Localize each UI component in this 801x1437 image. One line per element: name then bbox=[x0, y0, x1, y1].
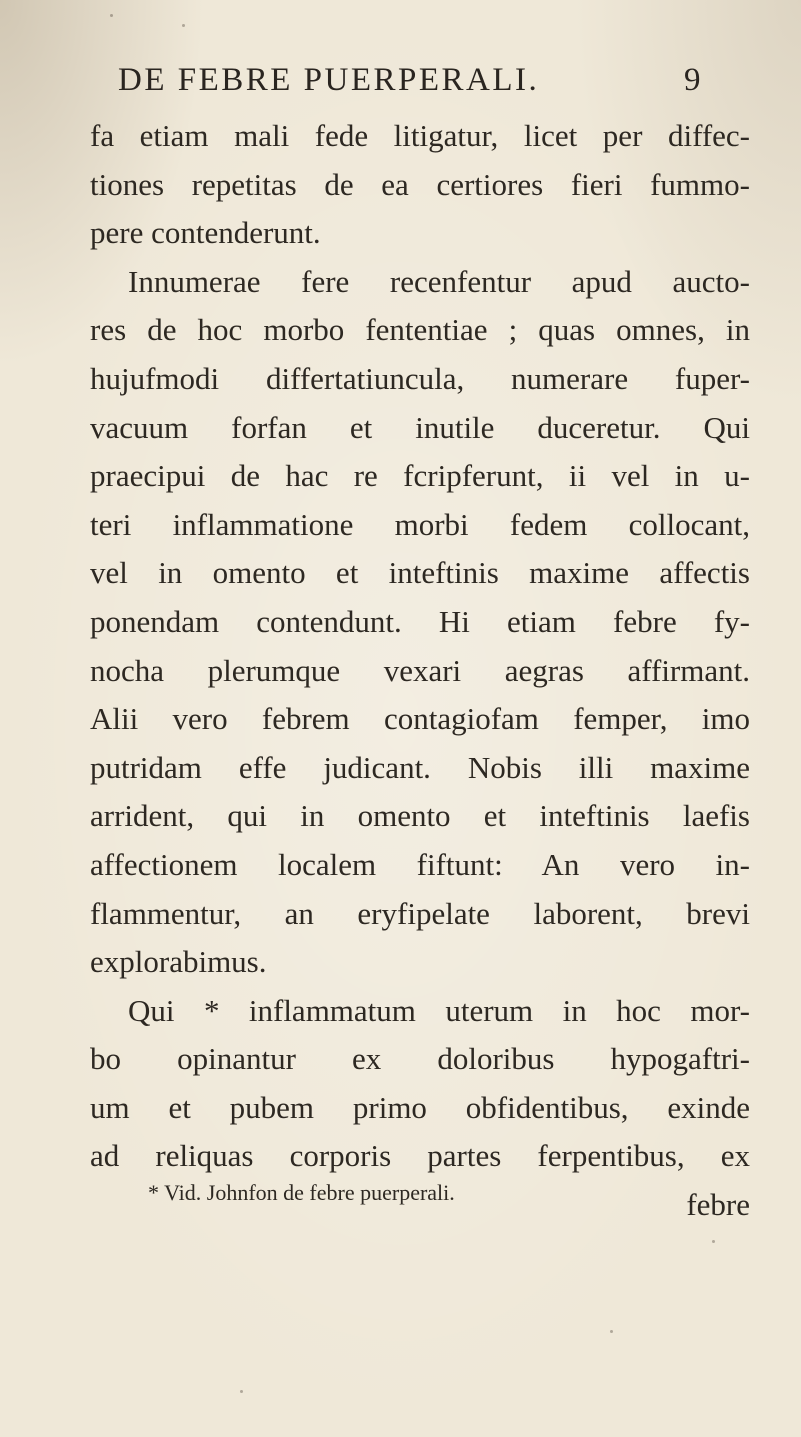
text-line: res de hoc morbo fententiae ; quas omnes, in bbox=[90, 312, 750, 348]
catchword: febre bbox=[686, 1187, 750, 1223]
text-line: tiones repetitas de ea certiores fieri fummo- bbox=[90, 166, 750, 202]
text-line: nocha plerumque vexari aegras affirmant. bbox=[90, 652, 750, 688]
text-line: vacuum forfan et inutile duceretur. Qui bbox=[90, 409, 750, 445]
text-line: Alii vero febrem contagiofam femper, imo bbox=[90, 701, 750, 737]
text-line: vel in omento et inteftinis maxime affectis bbox=[90, 555, 750, 591]
text-line: flammentur, an eryfipelate laborent, brevi bbox=[90, 895, 750, 931]
running-title: DE FEBRE PUERPERALI. bbox=[118, 62, 540, 98]
text-line: hujufmodi differtatiuncula, numerare fuper- bbox=[90, 360, 750, 396]
text-line: ponendam contendunt. Hi etiam febre fy- bbox=[90, 603, 750, 639]
text-line: um et pubem primo obfidentibus, exinde bbox=[90, 1089, 750, 1125]
text-line: pere contenderunt. bbox=[90, 215, 321, 251]
text-line: fa etiam mali fede litigatur, licet per diffec- bbox=[90, 118, 750, 153]
page-number: 9 bbox=[684, 62, 701, 98]
text-line: bo opinantur ex doloribus hypogaftri- bbox=[90, 1041, 750, 1077]
text-line: arrident, qui in omento et inteftinis laefis bbox=[90, 798, 750, 834]
text-line: praecipui de hac re fcripferunt, ii vel in u- bbox=[90, 458, 750, 494]
text-line: teri inflammatione morbi fedem collocant, bbox=[90, 506, 750, 542]
text-line: putridam effe judicant. Nobis illi maxime bbox=[90, 749, 750, 785]
text-line: affectionem localem fiftunt: An vero in- bbox=[90, 846, 750, 882]
body-text bbox=[60, 112, 750, 1230]
footnote: * Vid. Johnfon de febre puerperali. bbox=[148, 1180, 455, 1205]
text-line: explorabimus. bbox=[90, 944, 267, 980]
text-line: ad reliquas corporis partes ferpentibus, ex bbox=[90, 1138, 750, 1174]
paragraph-start-line: Qui * inflammatum uterum in hoc mor- bbox=[128, 992, 750, 1028]
paragraph-start-line: Innumerae fere recenfentur apud aucto- bbox=[128, 263, 750, 299]
